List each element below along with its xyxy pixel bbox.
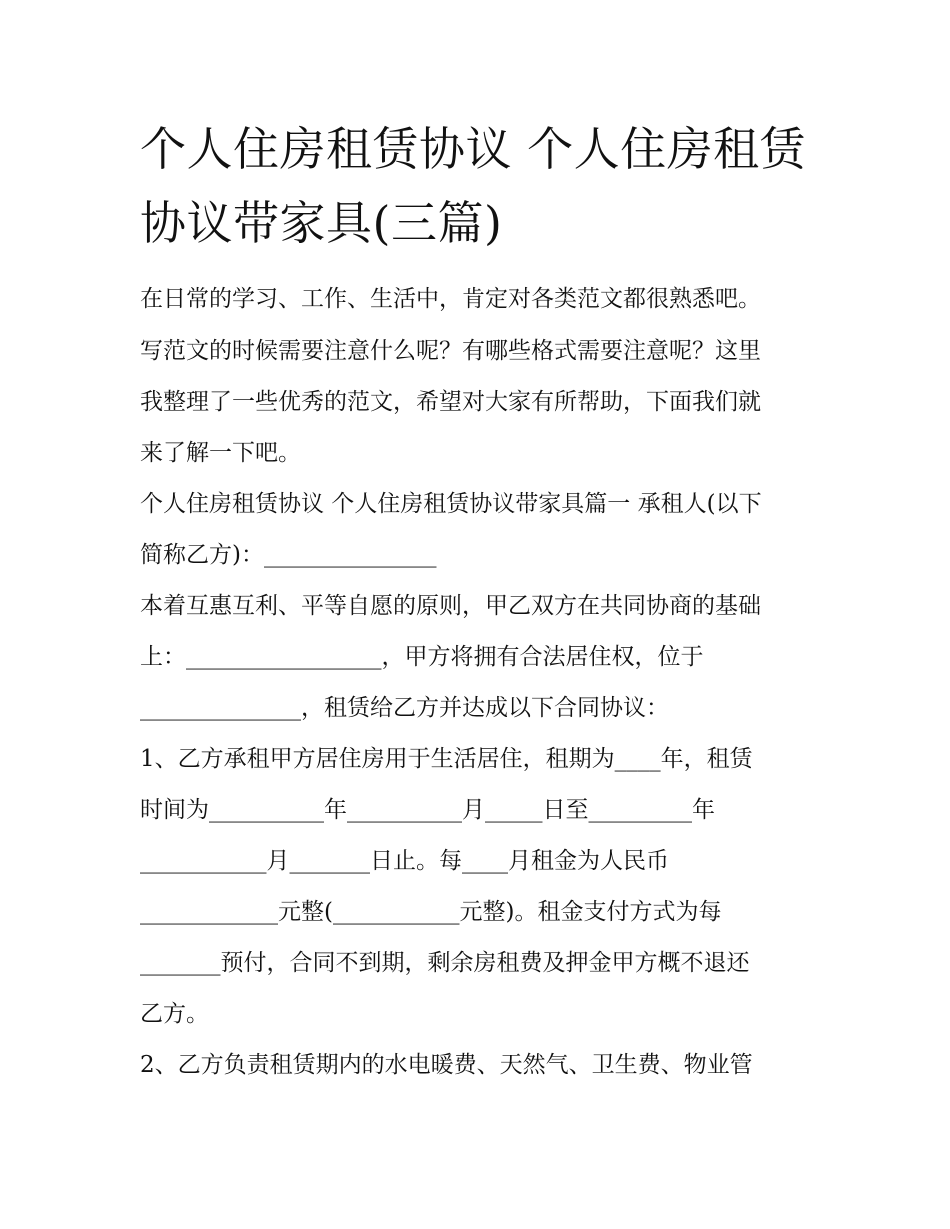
paragraph-line: ____________元整(___________元整)。租金支付方式为每 bbox=[140, 899, 722, 925]
paragraph-line: 时间为__________年__________月_____日至_________年 bbox=[140, 797, 715, 823]
paragraph-line: 1、乙方承租甲方居住房用于生活居住，租期为____年，租赁 bbox=[140, 746, 753, 772]
paragraph-line: ___________月_______日止。每____月租金为人民币 bbox=[140, 848, 669, 874]
document-title: 个人住房租赁协议 个人住房租赁协议带家具(三篇) bbox=[140, 122, 807, 250]
paragraph-line: 写范文的时候需要注意什么呢？有哪些格式需要注意呢？这里 bbox=[140, 338, 761, 364]
paragraph-line: 来了解一下吧。 bbox=[140, 440, 301, 466]
paragraph-line: _______预付，合同不到期，剩余房租费及押金甲方概不退还 bbox=[140, 950, 750, 976]
paragraph-line: 上：_________________，甲方将拥有合法居住权，位于 bbox=[140, 644, 704, 670]
paragraph-line: 在日常的学习、工作、生活中，肯定对各类范文都很熟悉吧。 bbox=[140, 286, 761, 312]
paragraph-line: 简称乙方)：_______________ bbox=[140, 542, 437, 568]
paragraph-line: 乙方。 bbox=[140, 1001, 209, 1027]
paragraph-line: 本着互惠互利、平等自愿的原则，甲乙双方在共同协商的基础 bbox=[140, 593, 761, 619]
paragraph-line: 个人住房租赁协议 个人住房租赁协议带家具篇一 承租人(以下 bbox=[140, 491, 762, 517]
paragraph-line: 我整理了一些优秀的范文，希望对大家有所帮助，下面我们就 bbox=[140, 389, 761, 415]
paragraph-line: ______________，租赁给乙方并达成以下合同协议： bbox=[140, 695, 669, 721]
paragraph-line: 2、乙方负责租赁期内的水电暖费、天然气、卫生费、物业管 bbox=[140, 1052, 753, 1078]
